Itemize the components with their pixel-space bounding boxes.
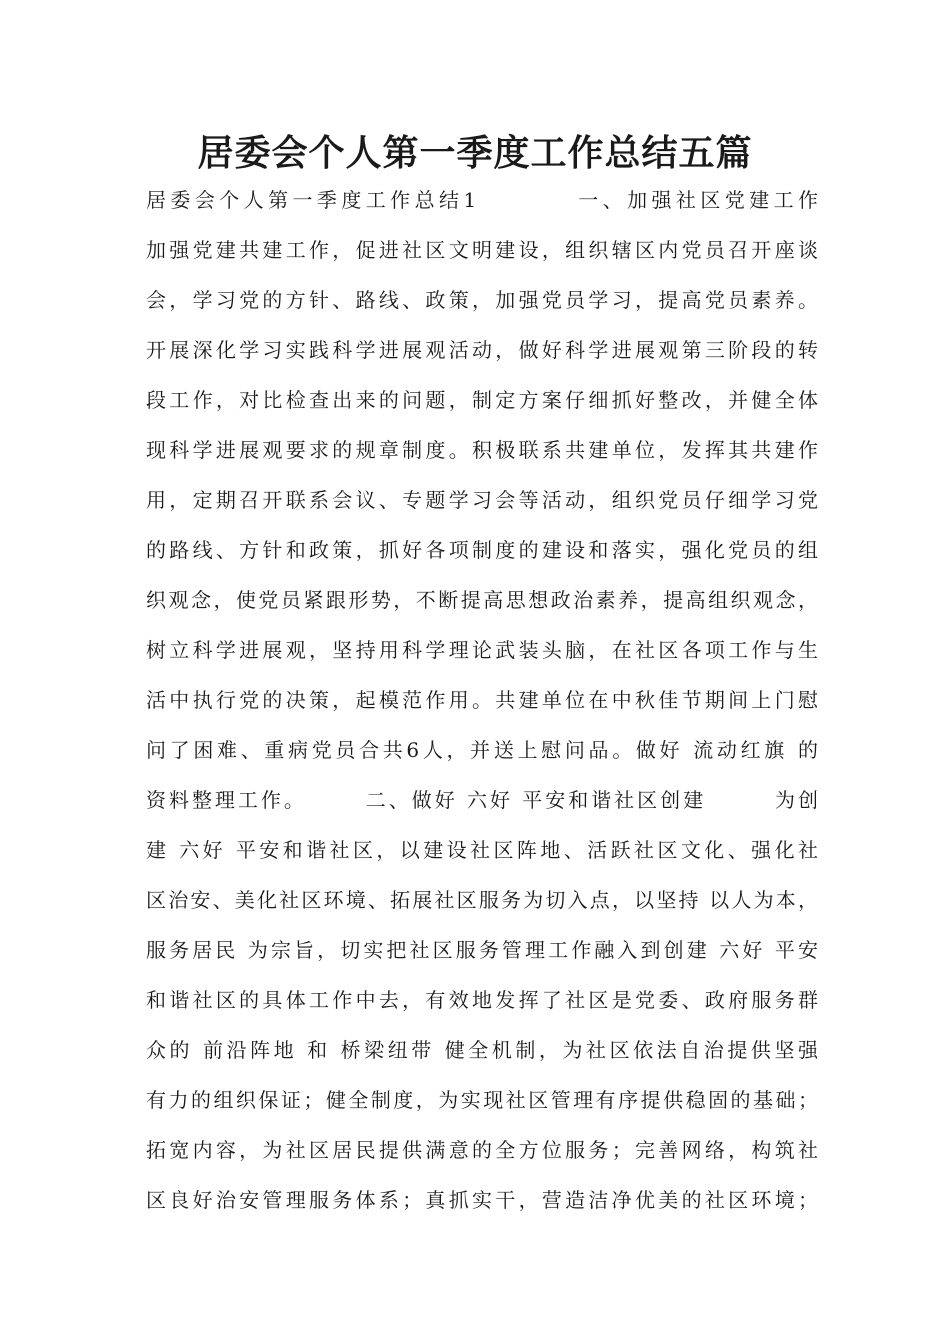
- body-line: 用，定期召开联系会议、专题学习会等活动，组织党员仔细学习党: [146, 488, 818, 512]
- body-line: 活中执行党的决策，起模范作用。共建单位在中秋佳节期间上门慰: [146, 688, 818, 712]
- body-line: 的路线、方针和政策，抓好各项制度的建设和落实，强化党员的组: [146, 538, 818, 562]
- body-line: 段工作，对比检查出来的问题，制定方案仔细抓好整改，并健全体: [146, 388, 818, 412]
- body-line: 居委会个人第一季度工作总结1 一、加强社区党建工作: [146, 188, 818, 212]
- body-line: 会，学习党的方针、路线、政策，加强党员学习，提高党员素养。: [146, 288, 818, 312]
- body-line: 开展深化学习实践科学进展观活动，做好科学进展观第三阶段的转: [146, 338, 818, 362]
- body-line: 树立科学进展观，坚持用科学理论武装头脑，在社区各项工作与生: [146, 638, 818, 662]
- body-line: 拓宽内容，为社区居民提供满意的全方位服务；完善网络，构筑社: [146, 1138, 818, 1162]
- body-line: 区良好治安管理服务体系；真抓实干，营造洁净优美的社区环境；: [146, 1188, 818, 1212]
- document-title: 居委会个人第一季度工作总结五篇: [197, 133, 753, 174]
- body-line: 区治安、美化社区环境、拓展社区服务为切入点，以坚持 以人为本，: [146, 888, 818, 912]
- body-line: 资料整理工作。 二、做好 六好 平安和谐社区创建 为创: [146, 788, 818, 812]
- body-line: 众的 前沿阵地 和 桥梁纽带 健全机制，为社区依法自治提供坚强: [146, 1038, 818, 1062]
- body-line: 加强党建共建工作，促进社区文明建设，组织辖区内党员召开座谈: [146, 238, 818, 262]
- body-line: 有力的组织保证；健全制度，为实现社区管理有序提供稳固的基础；: [146, 1088, 818, 1112]
- body-line: 服务居民 为宗旨，切实把社区服务管理工作融入到创建 六好 平安: [146, 938, 818, 962]
- body-line: 织观念，使党员紧跟形势，不断提高思想政治素养，提高组织观念，: [146, 588, 818, 612]
- body-line: 和谐社区的具体工作中去，有效地发挥了社区是党委、政府服务群: [146, 988, 818, 1012]
- body-line: 问了困难、重病党员合共6人，并送上慰问品。做好 流动红旗 的: [146, 738, 818, 762]
- body-line: 现科学进展观要求的规章制度。积极联系共建单位，发挥其共建作: [146, 438, 818, 462]
- body-line: 建 六好 平安和谐社区，以建设社区阵地、活跃社区文化、强化社: [146, 838, 818, 862]
